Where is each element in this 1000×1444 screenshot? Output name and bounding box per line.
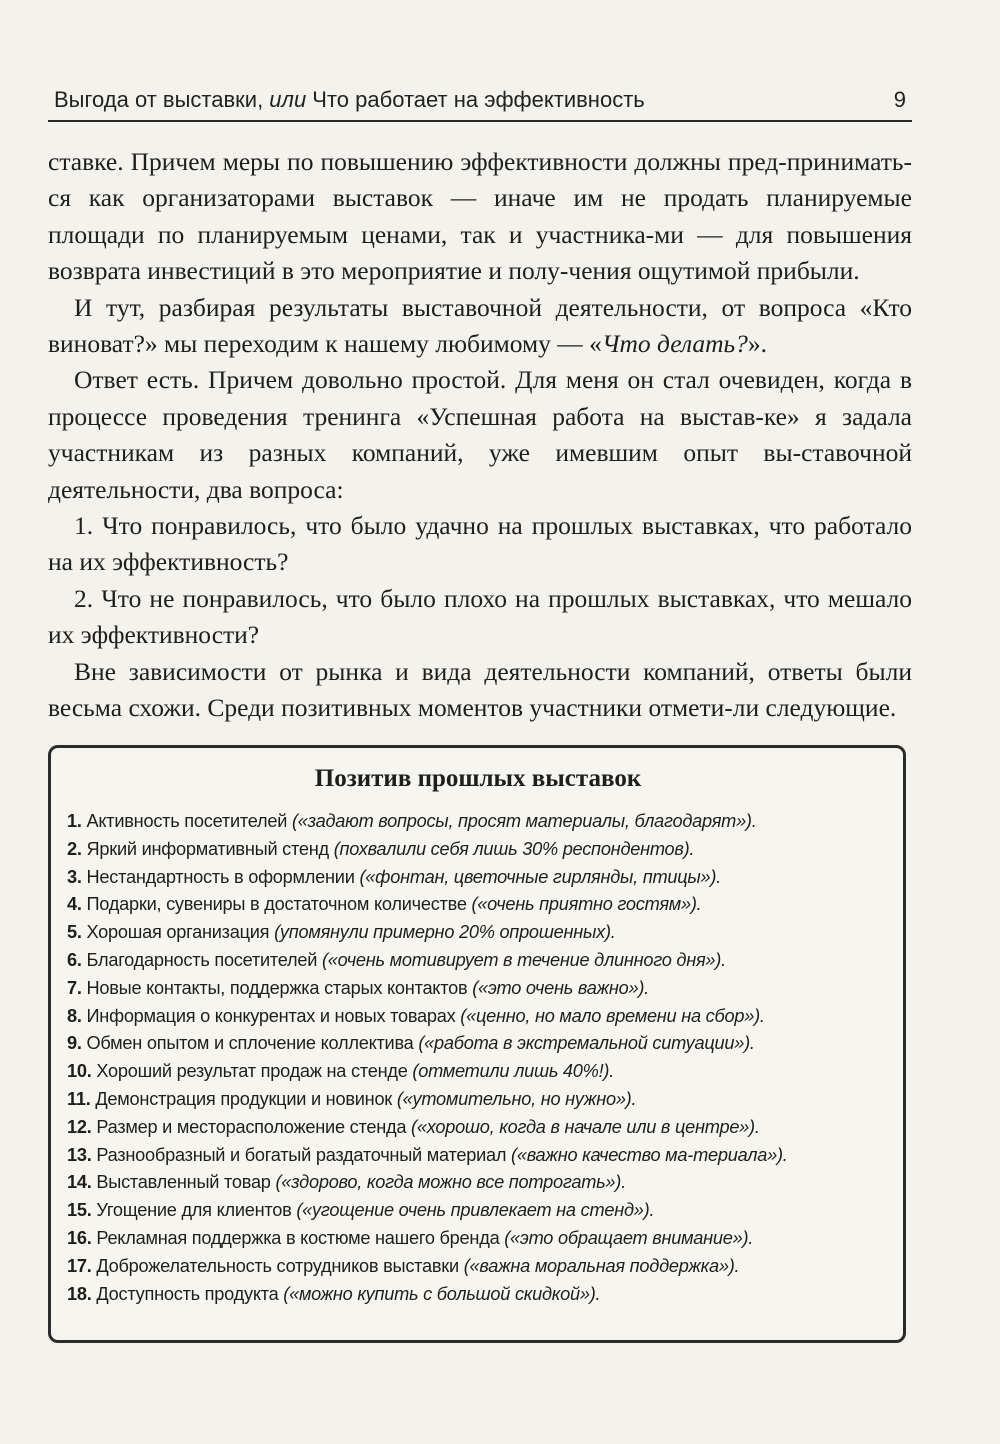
list-item-quote: («это очень важно»). [472,977,649,998]
list-item-text: Новые контакты, поддержка старых контактов [86,977,468,998]
list-item-number: 6. [67,949,82,970]
list-item-text: Разнообразный и богатый раздаточный материал [96,1144,507,1165]
list-item-text: Обмен опытом и сплочение коллектива [86,1033,414,1054]
paragraph-2-italic: Что делать? [601,329,748,359]
list-item [67,1281,889,1309]
list-item-quote: («угощение очень привлекает на стенд»). [296,1200,655,1221]
list-item-number: 10. [67,1061,92,1082]
list-item-quote: (отметили лишь 40%!). [412,1061,614,1082]
question-1: 1. Что понравилось, что было удачно на прошлых выставках, что работало на их эффективность? [48,511,912,577]
list-item-quote: («важно качество ма-териала»). [511,1144,788,1165]
list-item-text: Подарки, сувениры в достаточном количестве [86,894,467,915]
list-item-quote: («утомительно, но нужно»). [396,1088,637,1109]
list-item [67,947,889,975]
list-item [67,1253,889,1281]
list-item-number: 17. [67,1255,92,1276]
list-item-text: Доступность продукта [96,1283,279,1304]
list-item-quote: («ценно, но мало времени на сбор»). [460,1005,765,1026]
list-item-quote: («здорово, когда можно все потрогать»). [275,1172,626,1193]
list-item [67,1225,889,1253]
list-item-text: Информация о конкурентах и новых товарах [86,1005,456,1026]
running-header-title [54,80,645,120]
list-item [67,1086,889,1114]
header-title-part2: Что работает на эффективность [306,87,645,112]
list-item [67,1030,889,1058]
positive-list-box [48,745,906,1343]
list-item-quote: («важна моральная поддержка»). [463,1255,740,1276]
list-item-number: 8. [67,1005,82,1026]
header-title-italic: или [269,87,307,112]
paragraph-3: Ответ есть. Причем довольно простой. Для меня он стал очевиден, когда в процессе проведения тренинга «Успешная работа на выстав-ке» я задала участникам из разных компаний, уже имевшим опыт вы-ставочной деятельности, два вопроса: [48,365,912,504]
list-item-number: 11. [67,1088,91,1109]
list-item-text: Выставленный товар [96,1172,271,1193]
list-item [67,975,889,1003]
paragraph-2 [48,290,912,363]
list-item-number: 9. [67,1033,82,1054]
list-item-quote: («очень приятно гостям»). [471,894,702,915]
list-item-number: 4. [67,894,82,915]
list-item [67,1169,889,1197]
list-item-text: Размер и месторасположение стенда [96,1116,407,1137]
list-item-quote: («хорошо, когда в начале или в центре»). [411,1116,760,1137]
list-item [67,1142,889,1170]
book-page [48,80,912,1304]
list-item-number: 13. [67,1144,92,1165]
list-item [67,864,889,892]
list-item [67,919,889,947]
list-item-quote: («очень мотивирует в течение длинного дня»). [322,949,726,970]
list-item-number: 16. [67,1227,92,1248]
list-item-text: Благодарность посетителей [86,949,318,970]
list-item-text: Яркий информативный стенд [86,838,329,859]
list-item-quote: («задают вопросы, просят материалы, благодарят»). [291,811,757,831]
paragraph-2-start: И тут, разбирая результаты выставочной деятельности, от вопроса «Кто виноват?» мы переходим к нашему любимому — « [48,292,912,359]
list-item-number: 3. [67,866,82,887]
box-title: Позитив прошлых выставок [314,765,642,792]
list-item-text: Активность посетителей [86,811,288,831]
list-item-quote: («работа в экстремальной ситуации»). [418,1033,755,1054]
list-item [67,836,889,864]
list-item-number: 12. [67,1116,92,1137]
positive-list [67,808,889,1308]
list-item [67,808,889,836]
list-item-text: Хороший результат продаж на стенде [96,1061,408,1082]
list-item-text: Демонстрация продукции и новинок [95,1088,393,1109]
list-item-text: Доброжелательность сотрудников выставки [96,1255,459,1276]
list-item [67,891,889,919]
list-item-text: Угощение для клиентов [96,1200,292,1221]
list-item [67,1058,889,1086]
body-text [48,144,912,727]
list-item [67,1114,889,1142]
list-item-text: Нестандартность в оформлении [86,866,355,887]
list-item-number: 18. [67,1283,92,1304]
question-2: 2. Что не понравилось, что было плохо на прошлых выставках, что мешало их эффективности? [48,583,912,650]
paragraph-1: ставке. Причем меры по повышению эффективности должны пред-приниматься как организаторами выставок — иначе им не продать планируемые площади по планируемым ценами, так и участника-ми — для повышения возврата инвестиций в это мероприятие и полу-чения ощутимой прибыли. [48,147,912,286]
list-item-quote: («можно купить с большой скидкой»). [283,1283,601,1304]
list-item-quote: (похвалили себя лишь 30% респондентов). [333,838,695,859]
list-item-quote: («это обращает внимание»). [504,1227,754,1248]
page-number: 9 [893,87,906,112]
list-item-number: 5. [67,922,82,943]
list-item-number: 1. [67,811,82,831]
list-item-number: 15. [67,1200,92,1221]
list-item-quote: («фонтан, цветочные гирлянды, птицы»). [359,866,722,887]
running-header [48,80,912,122]
list-item-number: 14. [67,1172,92,1193]
list-item [67,1197,889,1225]
paragraph-2-end: ». [747,329,768,359]
list-item-quote: (упомянули примерно 20% опрошенных). [274,922,616,943]
header-title-part1: Выгода от выставки, [54,87,270,112]
list-item-number: 7. [67,977,82,998]
list-item-text: Рекламная поддержка в костюме нашего бренда [96,1227,500,1248]
paragraph-6: Вне зависимости от рынка и вида деятельности компаний, ответы были весьма схожи. Среди позитивных моментов участники отмети-ли следующие. [48,656,912,723]
list-item [67,1003,889,1031]
list-item-number: 2. [67,838,82,859]
list-item-text: Хорошая организация [86,922,270,943]
